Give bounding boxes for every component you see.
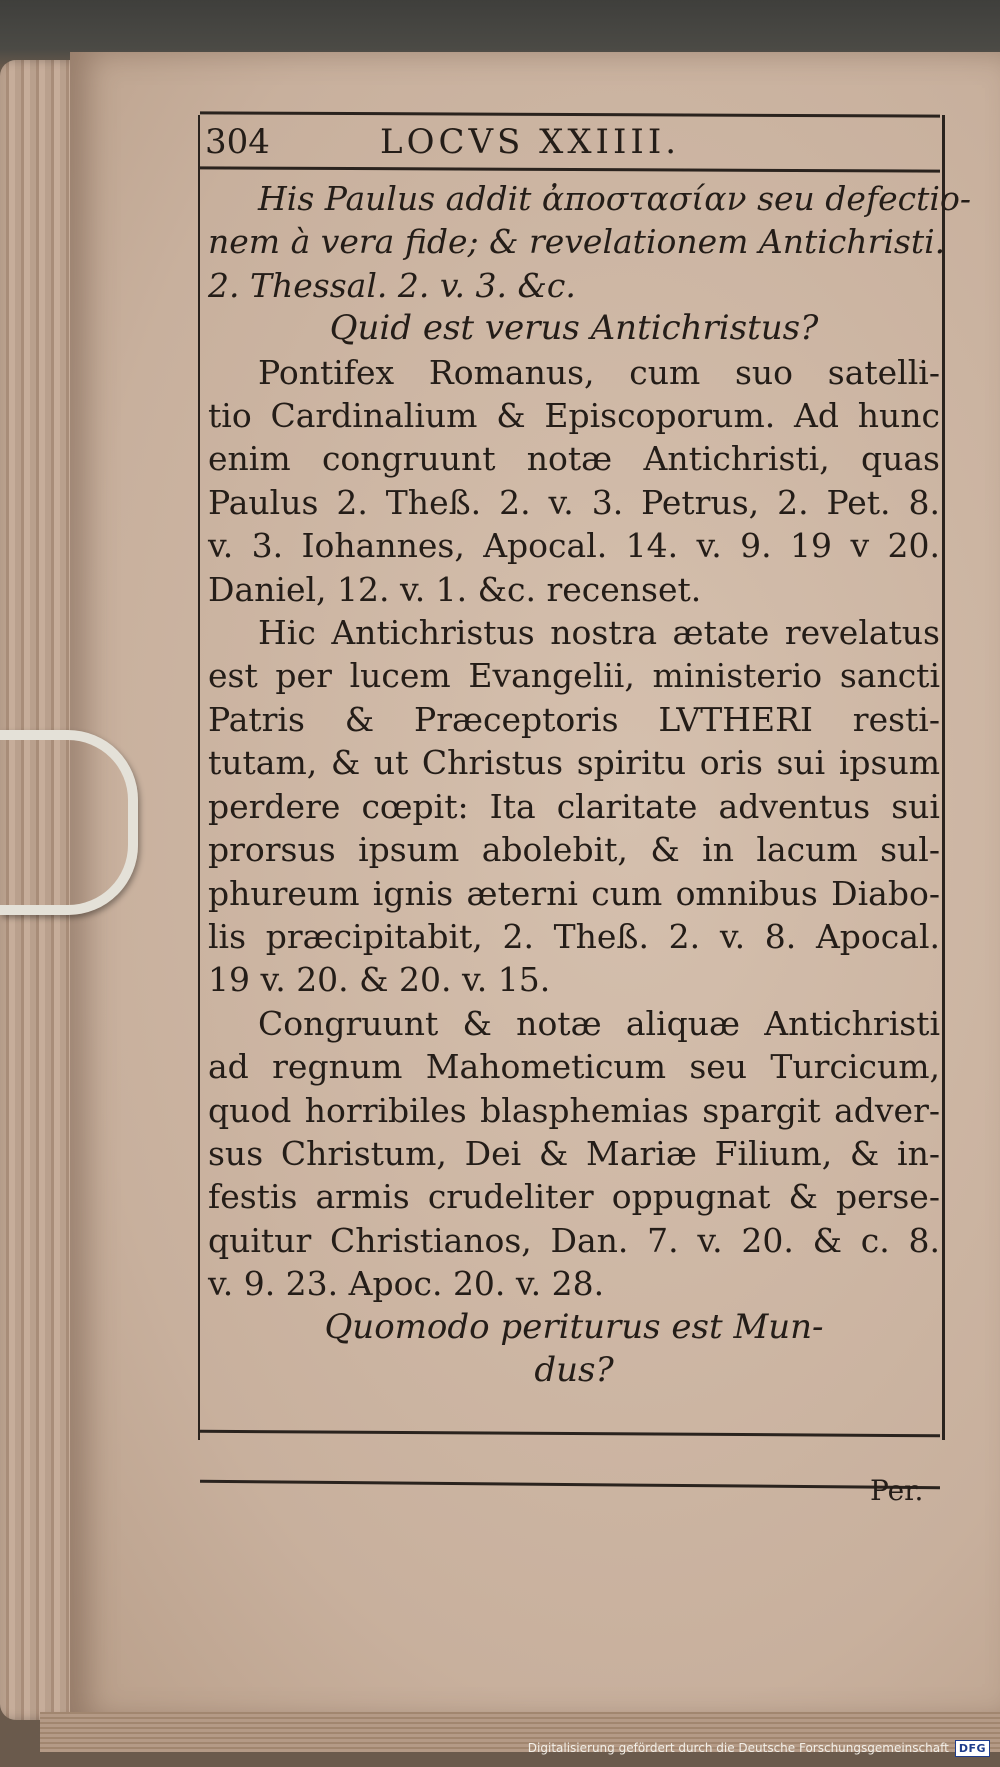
text-line: quod horribiles blasphemias spargit adver- [208, 1090, 940, 1130]
text-line: Hic Antichristus nostra ætate revelatus [258, 613, 940, 653]
text-line: Patris & Præceptoris LVTHERI resti- [208, 699, 940, 739]
bookmark-clip [0, 730, 138, 915]
text-line: Quid est verus Antichristus? [329, 308, 819, 349]
text-line: ad regnum Mahometicum seu Turcicum, [208, 1047, 940, 1087]
text-line: phureum ignis æterni cum omnibus Diabo- [208, 873, 940, 913]
text-line: tutam, & ut Christus spiritu oris sui ipsum [208, 743, 940, 783]
catchword: Per. [870, 1474, 924, 1507]
text-line: dus? [534, 1349, 614, 1390]
text-line: festis armis crudeliter oppugnat & perse- [208, 1177, 940, 1217]
text-line: Pontifex Romanus, cum suo satelli- [258, 352, 940, 392]
body-text [208, 177, 971, 1392]
text-line: 19 v. 20. & 20. v. 15. [208, 960, 551, 1000]
dfg-logo: DFG [955, 1740, 990, 1757]
text-line: nem à vera fide; & revelationem Antichristi. [208, 222, 946, 262]
text-line: 2. Thessal. 2. v. 3. &c. [208, 265, 576, 305]
text-line: lis præcipitabit, 2. Theß. 2. v. 8. Apocal. [208, 916, 940, 956]
text-line: v. 9. 23. Apoc. 20. v. 28. [208, 1264, 605, 1304]
text-line: Daniel, 12. v. 1. &c. recenset. [208, 569, 702, 609]
credit-text: Digitalisierung gefördert durch die Deutsche Forschungsgemeinschaft [527, 1741, 949, 1755]
text-line: His Paulus addit ἀποστασίαν seu defectio- [258, 179, 971, 218]
page-number: 304 [205, 122, 270, 162]
text-line: v. 3. Iohannes, Apocal. 14. v. 9. 19 v 20. [208, 526, 940, 566]
running-head [205, 118, 945, 170]
text-line: tio Cardinalium & Episcoporum. Ad hunc [208, 396, 940, 436]
running-head-title: LOCVS XXIIII. [380, 122, 681, 162]
text-line: Paulus 2. Theß. 2. v. 3. Petrus, 2. Pet. 8. [208, 482, 940, 522]
text-line: enim congruunt notæ Antichristi, quas [208, 439, 940, 479]
text-line: Congruunt & notæ aliquæ Antichristi [258, 1003, 940, 1043]
text-line: prorsus ipsum abolebit, & in lacum sul- [208, 830, 940, 870]
text-line: Quomodo periturus est Mun- [324, 1306, 824, 1347]
text-line: perdere cœpit: Ita claritate adventus sui [208, 786, 940, 826]
text-line: quitur Christianos, Dan. 7. v. 20. & c. 8. [208, 1220, 940, 1260]
text-line: sus Christum, Dei & Mariæ Filium, & in- [208, 1133, 940, 1173]
text-line: est per lucem Evangelii, ministerio sancti [208, 656, 940, 696]
digitization-credit [528, 1737, 990, 1759]
